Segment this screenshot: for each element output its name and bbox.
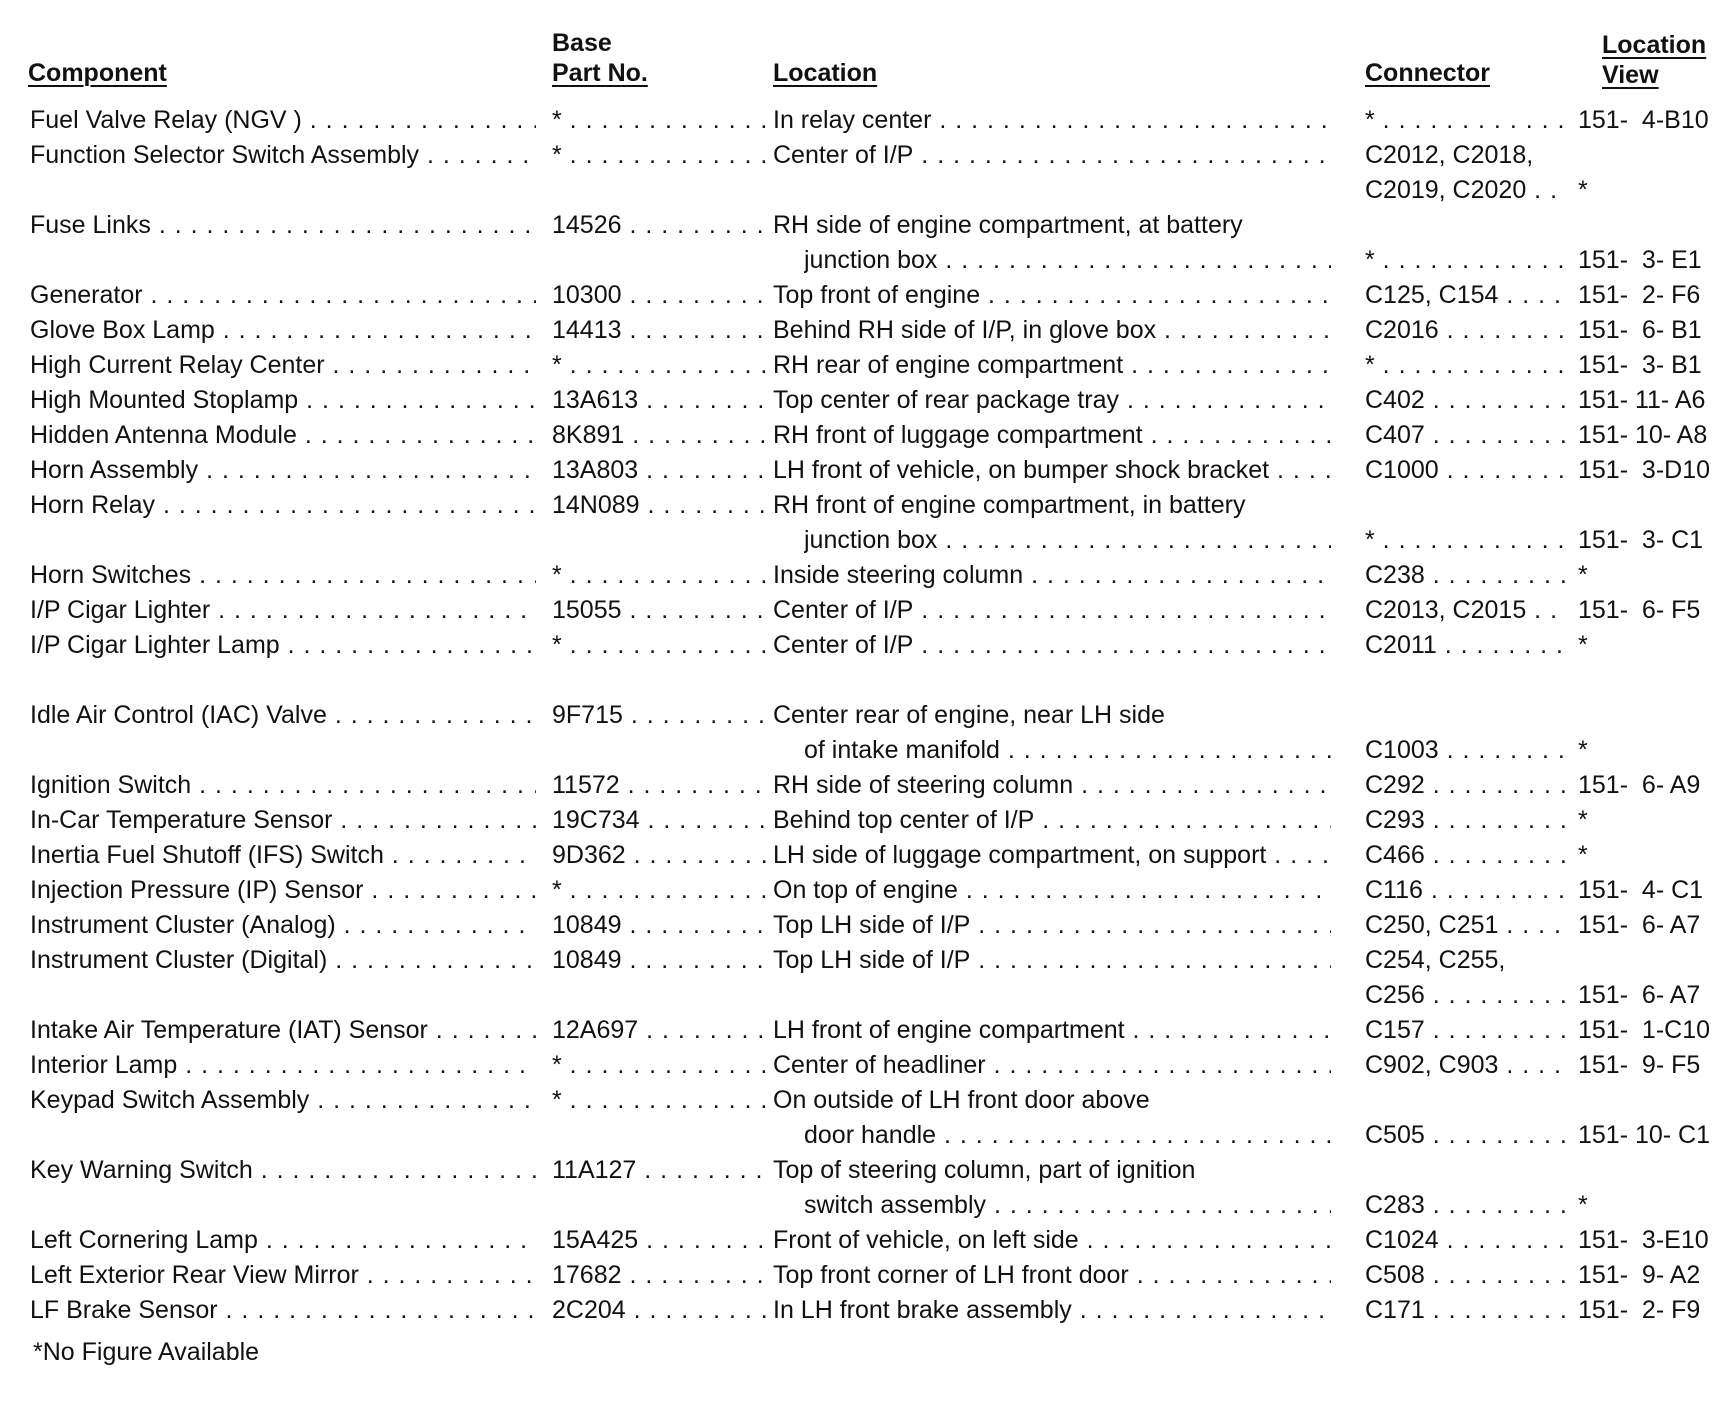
location-view-cell: 151- 10- C1 — [1578, 1121, 1711, 1149]
connector-cell: * . . . — [1365, 348, 1567, 383]
footnote: *No Figure Available — [33, 1338, 260, 1366]
location-cell-continued: door handle . . . — [804, 1118, 1331, 1153]
component-cell: High Mounted Stoplamp . . . — [30, 383, 536, 418]
component-cell: Intake Air Temperature (IAT) Sensor . . . — [30, 1013, 536, 1048]
connector-cell: C508 . . . — [1365, 1258, 1567, 1293]
table-row — [0, 208, 1732, 278]
connector-cell: C238 . . . — [1365, 558, 1567, 593]
header-location-view-line1: Location — [1602, 31, 1707, 59]
header-component: Component — [28, 59, 167, 87]
component-cell: Hidden Antenna Module . . . — [30, 418, 536, 453]
connector-cell: * . . . — [1365, 523, 1567, 558]
location-view-cell: 151- 11- A6 — [1578, 386, 1706, 414]
component-cell: Key Warning Switch . . . — [30, 1153, 536, 1188]
component-cell: Fuse Links . . . — [30, 208, 536, 243]
location-view-cell: 151- 6- A9 — [1578, 771, 1701, 799]
part-number-cell: 14413 . . . — [552, 313, 770, 348]
location-view-cell: 151- 6- F5 — [1578, 596, 1701, 624]
component-cell: I/P Cigar Lighter . . . — [30, 593, 536, 628]
connector-cell: C283 . . . — [1365, 1188, 1567, 1223]
connector-cell: C250, C251 . . . — [1365, 908, 1567, 943]
part-number-cell: * . . . — [552, 628, 770, 663]
connector-cell: C1003 . . . — [1365, 733, 1567, 768]
part-number-cell: 2C204 . . . — [552, 1293, 770, 1328]
connector-cell: C1000 . . . — [1365, 453, 1567, 488]
header-location-view-line2: View — [1602, 61, 1659, 89]
part-number-cell: 10849 . . . — [552, 943, 770, 978]
location-view-cell: * — [1578, 841, 1588, 869]
location-cell: LH front of engine compartment . . . — [773, 1013, 1331, 1048]
table-row — [0, 1258, 1732, 1293]
location-cell: Center of I/P . . . — [773, 628, 1331, 663]
header-location: Location — [773, 59, 878, 87]
table-row — [0, 103, 1732, 138]
part-number-cell: 9D362 . . . — [552, 838, 770, 873]
connector-cell: * . . . — [1365, 103, 1567, 138]
table-row — [0, 803, 1732, 838]
location-cell: RH rear of engine compartment . . . — [773, 348, 1331, 383]
table-row — [0, 1048, 1732, 1083]
component-cell: Glove Box Lamp . . . — [30, 313, 536, 348]
location-view-cell: 151- 2- F6 — [1578, 281, 1701, 309]
component-cell: Inertia Fuel Shutoff (IFS) Switch . . . — [30, 838, 536, 873]
part-number-cell: 12A697 . . . — [552, 1013, 770, 1048]
location-cell: RH side of engine compartment, at battery — [773, 211, 1243, 239]
table-row — [0, 1153, 1732, 1223]
header-connector: Connector — [1365, 59, 1490, 87]
location-cell: Inside steering column . . . — [773, 558, 1331, 593]
part-number-cell: * . . . — [552, 1083, 770, 1118]
location-cell: Top front of engine . . . — [773, 278, 1331, 313]
table-row — [0, 593, 1732, 628]
part-number-cell: 14526 . . . — [552, 208, 770, 243]
part-number-cell: 8K891 . . . — [552, 418, 770, 453]
part-number-cell: * . . . — [552, 1048, 770, 1083]
location-cell: RH side of steering column . . . — [773, 768, 1331, 803]
connector-cell: C293 . . . — [1365, 803, 1567, 838]
table-row — [0, 1083, 1732, 1153]
connector-cell: C157 . . . — [1365, 1013, 1567, 1048]
part-number-cell: 15055 . . . — [552, 593, 770, 628]
table-row — [0, 768, 1732, 803]
connector-cell: C407 . . . — [1365, 418, 1567, 453]
location-cell: Center of I/P . . . — [773, 138, 1331, 173]
component-cell: Horn Assembly . . . — [30, 453, 536, 488]
part-number-cell: * . . . — [552, 138, 770, 173]
location-view-cell: * — [1578, 176, 1588, 204]
component-cell: Instrument Cluster (Digital) . . . — [30, 943, 536, 978]
location-cell: RH front of engine compartment, in battery — [773, 491, 1246, 519]
connector-cell: C292 . . . — [1365, 768, 1567, 803]
table-row — [0, 348, 1732, 383]
location-view-cell: * — [1578, 1191, 1588, 1219]
table-row — [0, 873, 1732, 908]
connector-cell-line1: C2012, C2018, — [1365, 141, 1534, 169]
location-cell: On outside of LH front door above — [773, 1086, 1150, 1114]
location-cell: Center rear of engine, near LH side — [773, 701, 1165, 729]
location-view-cell: 151- 9- A2 — [1578, 1261, 1701, 1289]
component-cell: Injection Pressure (IP) Sensor . . . — [30, 873, 536, 908]
table-row — [0, 1013, 1732, 1048]
location-view-cell: 151- 3- B1 — [1578, 351, 1702, 379]
location-cell: Top LH side of I/P . . . — [773, 943, 1331, 978]
location-cell-continued: junction box . . . — [804, 243, 1331, 278]
location-cell-continued: junction box . . . — [804, 523, 1331, 558]
location-cell: Front of vehicle, on left side . . . — [773, 1223, 1331, 1258]
part-number-cell: 13A803 . . . — [552, 453, 770, 488]
location-view-cell: 151- 4- C1 — [1578, 876, 1704, 904]
table-row — [0, 418, 1732, 453]
part-number-cell: 15A425 . . . — [552, 1223, 770, 1258]
header-part-no: Part No. — [552, 59, 648, 87]
table-row — [0, 453, 1732, 488]
connector-cell: C256 . . . — [1365, 978, 1567, 1013]
location-cell: Behind RH side of I/P, in glove box . . . — [773, 313, 1331, 348]
component-cell: Left Exterior Rear View Mirror . . . — [30, 1258, 536, 1293]
component-cell: Horn Relay . . . — [30, 488, 536, 523]
table-row — [0, 698, 1732, 768]
location-cell: RH front of luggage compartment . . . — [773, 418, 1331, 453]
location-cell: LH front of vehicle, on bumper shock bracket . . . — [773, 453, 1331, 488]
component-cell: Function Selector Switch Assembly . . . — [30, 138, 536, 173]
connector-cell: C2011 . . . — [1365, 628, 1567, 663]
location-view-cell: 151- 1-C10 — [1578, 1016, 1711, 1044]
table-row — [0, 558, 1732, 593]
component-cell: Interior Lamp . . . — [30, 1048, 536, 1083]
part-number-cell: 10300 . . . — [552, 278, 770, 313]
location-cell: Behind top center of I/P . . . — [773, 803, 1331, 838]
component-cell: In-Car Temperature Sensor . . . — [30, 803, 536, 838]
connector-cell: C902, C903 . . . — [1365, 1048, 1567, 1083]
header-base: Base — [552, 29, 612, 57]
connector-cell: C2019, C2020 . . . — [1365, 173, 1567, 208]
part-number-cell: * . . . — [552, 103, 770, 138]
component-cell: Horn Switches . . . — [30, 558, 536, 593]
table-row — [0, 838, 1732, 873]
location-view-cell: 151- 3-E10 — [1578, 1226, 1709, 1254]
connector-cell: C466 . . . — [1365, 838, 1567, 873]
component-cell: Generator . . . — [30, 278, 536, 313]
location-cell: Top center of rear package tray . . . — [773, 383, 1331, 418]
location-cell: Center of headliner . . . — [773, 1048, 1331, 1083]
location-view-cell: 151- 3-D10 — [1578, 456, 1711, 484]
component-cell: Left Cornering Lamp . . . — [30, 1223, 536, 1258]
table-row — [0, 278, 1732, 313]
part-number-cell: 19C734 . . . — [552, 803, 770, 838]
table-row — [0, 943, 1732, 1013]
location-cell: Center of I/P . . . — [773, 593, 1331, 628]
part-number-cell: * . . . — [552, 348, 770, 383]
location-view-cell: * — [1578, 806, 1588, 834]
location-cell: In LH front brake assembly . . . — [773, 1293, 1331, 1328]
location-cell: LH side of luggage compartment, on support . . . — [773, 838, 1331, 873]
location-cell: Top front corner of LH front door . . . — [773, 1258, 1331, 1293]
connector-cell: C171 . . . — [1365, 1293, 1567, 1328]
component-cell: Keypad Switch Assembly . . . — [30, 1083, 536, 1118]
location-cell: Top of steering column, part of ignition — [773, 1156, 1196, 1184]
location-view-cell: * — [1578, 631, 1588, 659]
location-view-cell: 151- 3- E1 — [1578, 246, 1702, 274]
connector-cell: C1024 . . . — [1365, 1223, 1567, 1258]
table-row — [0, 313, 1732, 348]
location-cell-continued: switch assembly . . . — [804, 1188, 1331, 1223]
table-row — [0, 908, 1732, 943]
part-number-cell: 11572 . . . — [552, 768, 770, 803]
table-row — [0, 1293, 1732, 1328]
location-view-cell: 151- 9- F5 — [1578, 1051, 1701, 1079]
location-view-cell: 151- 3- C1 — [1578, 526, 1704, 554]
connector-cell: C125, C154 . . . — [1365, 278, 1567, 313]
connector-cell: * . . . — [1365, 243, 1567, 278]
connector-cell: C2013, C2015 . . . — [1365, 593, 1567, 628]
table-row — [0, 383, 1732, 418]
connector-cell: C2016 . . . — [1365, 313, 1567, 348]
part-number-cell: 11A127 . . . — [552, 1153, 770, 1188]
part-number-cell: 10849 . . . — [552, 908, 770, 943]
location-view-cell: 151- 4-B10 — [1578, 106, 1709, 134]
component-cell: LF Brake Sensor . . . — [30, 1293, 536, 1328]
connector-cell: C402 . . . — [1365, 383, 1567, 418]
location-cell-continued: of intake manifold . . . — [804, 733, 1331, 768]
component-cell: I/P Cigar Lighter Lamp . . . — [30, 628, 536, 663]
part-number-cell: * . . . — [552, 558, 770, 593]
component-cell: Fuel Valve Relay (NGV ) . . . — [30, 103, 536, 138]
location-view-cell: 151- 6- A7 — [1578, 911, 1701, 939]
part-number-cell: 9F715 . . . — [552, 698, 770, 733]
location-view-cell: * — [1578, 561, 1588, 589]
location-cell: In relay center . . . — [773, 103, 1331, 138]
location-view-cell: * — [1578, 736, 1588, 764]
part-number-cell: 17682 . . . — [552, 1258, 770, 1293]
location-view-cell: 151- 2- F9 — [1578, 1296, 1701, 1324]
location-cell: Top LH side of I/P . . . — [773, 908, 1331, 943]
location-view-cell: 151- 6- B1 — [1578, 316, 1702, 344]
part-number-cell: 14N089 . . . — [552, 488, 770, 523]
connector-cell: C116 . . . — [1365, 873, 1567, 908]
component-cell: Idle Air Control (IAC) Valve . . . — [30, 698, 536, 733]
connector-cell-line1: C254, C255, — [1365, 946, 1506, 974]
location-view-cell: 151- 6- A7 — [1578, 981, 1701, 1009]
table-row — [0, 628, 1732, 663]
component-cell: High Current Relay Center . . . — [30, 348, 536, 383]
location-view-cell: 151- 10- A8 — [1578, 421, 1708, 449]
component-cell: Ignition Switch . . . — [30, 768, 536, 803]
component-cell: Instrument Cluster (Analog) . . . — [30, 908, 536, 943]
table-row — [0, 1223, 1732, 1258]
connector-cell: C505 . . . — [1365, 1118, 1567, 1153]
table-row — [0, 138, 1732, 208]
part-number-cell: * . . . — [552, 873, 770, 908]
location-cell: On top of engine . . . — [773, 873, 1331, 908]
table-row — [0, 488, 1732, 558]
part-number-cell: 13A613 . . . — [552, 383, 770, 418]
